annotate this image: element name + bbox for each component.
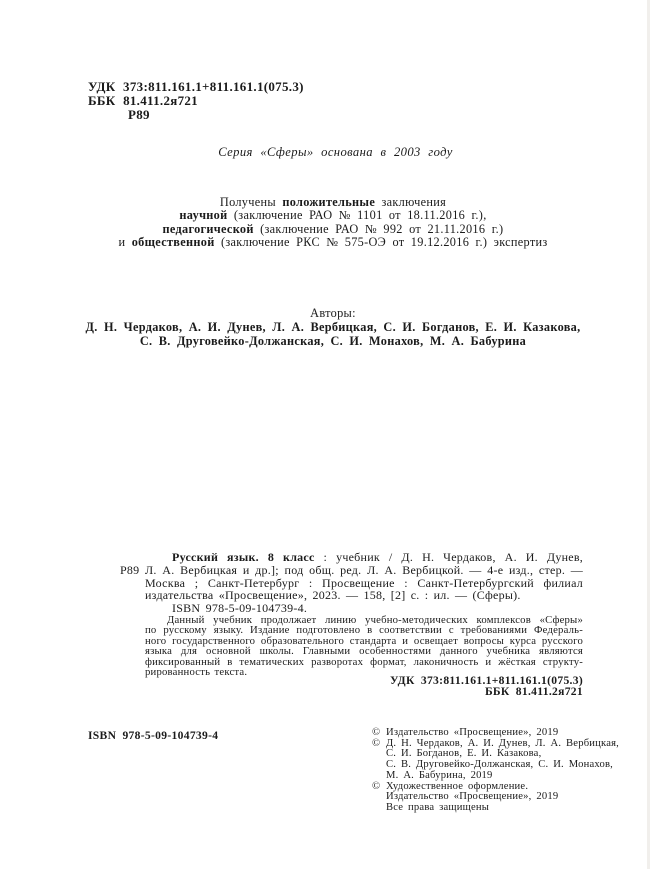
- copyright-line: С. И. Богданов, Е. И. Казакова,: [386, 748, 542, 760]
- annotation-block: [145, 615, 583, 677]
- copyright-entry: [372, 782, 622, 814]
- catalog-card-code: Р89: [120, 563, 140, 577]
- catalog-card-line: Москва ; Санкт-Петербург : Просвещение : Санкт-Петербургский филиал: [145, 575, 583, 590]
- expertise-block: [78, 196, 588, 250]
- copyright-line: С. В. Друговейко-Должанская, С. И. Монахов,: [386, 759, 614, 771]
- annotation-line: по русскому языку. Издание подготовлено в соответствии с требованиями Федераль-: [145, 624, 583, 637]
- authors-label: Авторы:: [310, 306, 356, 320]
- annotation-line: фиксированный в тематических разворотах формат, лаконичность и жёсткая структу-: [145, 655, 583, 668]
- authors-line: С. В. Друговейко-Должанская, С. И. Монахов, М. А. Бабурина: [139, 333, 527, 348]
- author-sign-code: Р89: [128, 107, 150, 122]
- authors-block: [78, 307, 588, 348]
- copyright-icon: ©: [372, 737, 381, 749]
- expertise-line: и общественной (заключение РКС № 575-ОЭ от 19.12.2016 г.) экспертиз: [118, 235, 548, 250]
- copyright-line: Художественное оформление.: [386, 780, 529, 792]
- copyright-list: [372, 728, 622, 814]
- series-note: Серия «Сферы» основана в 2003 году: [218, 145, 453, 159]
- catalog-card-line: Л. А. Вербицкая и др.]; под общ. ред. Л. А. Вербицкой. — 4-е изд., стер. —: [145, 562, 583, 577]
- catalog-card: [120, 550, 583, 616]
- copyright-line: Все права защищены: [386, 801, 490, 813]
- copyright-line: М. А. Бабурина, 2019: [386, 769, 493, 781]
- bbk-line: ББК 81.411.2я721: [88, 93, 198, 108]
- annotation-line: языка для основной школы. Главными особенностями данного учебника являются: [145, 645, 583, 658]
- copyright-icon: ©: [372, 727, 381, 738]
- isbn-footer: ISBN 978-5-09-104739-4: [88, 729, 219, 742]
- expertise-line: Получены положительные заключения: [219, 195, 447, 209]
- annotation-line: рированность текста.: [145, 666, 248, 679]
- classification-codes-top: [88, 80, 304, 122]
- bbk-line-bottom: ББК 81.411.2я721: [484, 685, 583, 699]
- classification-codes-bottom: [390, 675, 583, 698]
- catalog-card-line: издательства «Просвещение», 2023. — 158, [2] с. : ил. — (Сферы).: [145, 588, 521, 603]
- annotation-line: ного государственного образовательного стандарта и освещает вопросы курса русского: [145, 634, 583, 647]
- copyright-line: Издательство «Просвещение», 2019: [386, 791, 559, 803]
- expertise-line: научной (заключение РАО № 1101 от 18.11.2016 г.),: [179, 208, 487, 223]
- catalog-card-isbn: ISBN 978-5-09-104739-4.: [172, 601, 308, 616]
- copyright-line: Издательство «Просвещение», 2019: [386, 727, 559, 738]
- copyright-line: Д. Н. Чердаков, А. И. Дунев, Л. А. Вербицкая,: [386, 737, 620, 749]
- udk-line: УДК 373:811.161.1+811.161.1(075.3): [88, 79, 304, 94]
- catalog-card-line: Русский язык. 8 класс : учебник / Д. Н. Чердаков, А. И. Дунев,: [172, 550, 583, 564]
- authors-line: Д. Н. Чердаков, А. И. Дунев, Л. А. Вербицкая, С. И. Богданов, Е. И. Казакова,: [85, 319, 581, 334]
- annotation-line: Данный учебник продолжает линию учебно-методических комплексов «Сферы»: [167, 614, 583, 626]
- copyright-icon: ©: [372, 780, 381, 792]
- expertise-line: педагогической (заключение РАО № 992 от 21.11.2016 г.): [162, 221, 504, 236]
- udk-line-bottom: УДК 373:811.161.1+811.161.1(075.3): [390, 674, 583, 687]
- copyright-entry: [372, 739, 622, 782]
